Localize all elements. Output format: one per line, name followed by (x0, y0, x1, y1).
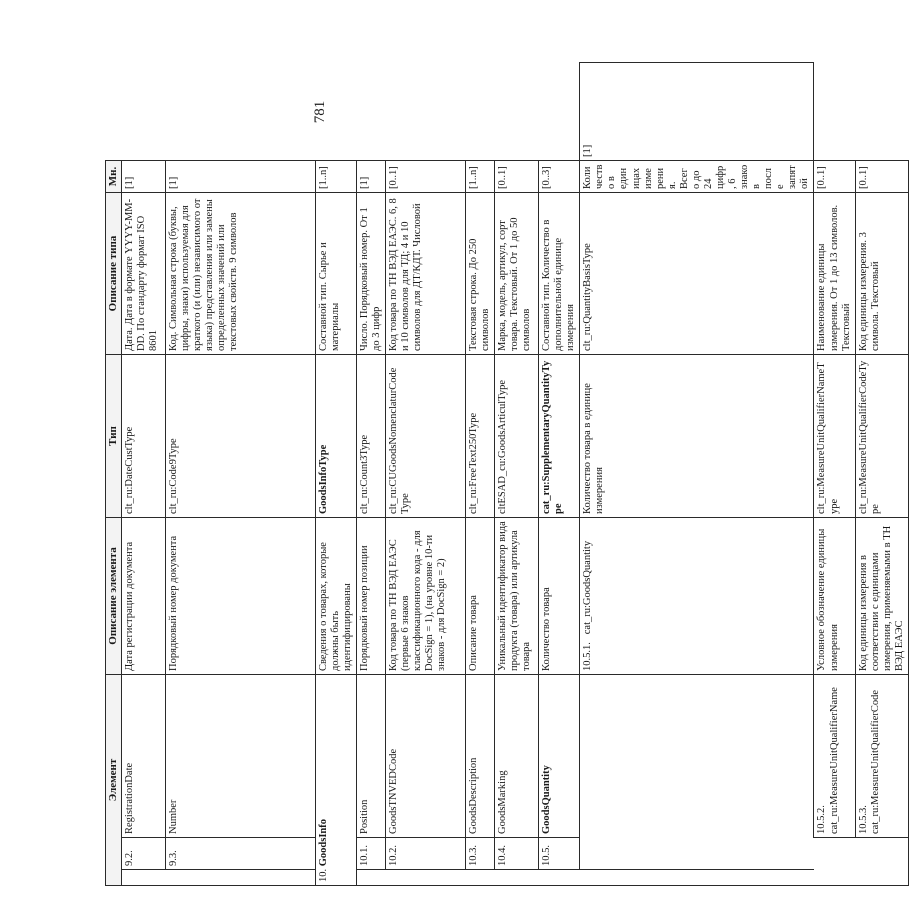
type-description: Код единицы измерения. 3 символа. Текстовый (855, 193, 908, 355)
rotated-table-wrapper (105, 62, 905, 886)
element-type: clt_ru:CUGoodsNomenclaturCode Type (385, 355, 465, 518)
row-number: 9.2. (121, 838, 165, 870)
element-type: cltESAD_cu:GoodsArticulType (495, 355, 539, 518)
element-name: Number (165, 675, 315, 838)
element-description: Сведения о товарах, которые должны быть идентифицированы (315, 518, 356, 675)
element-name: GoodsQuantity (539, 675, 580, 838)
multiplicity: [0..3] (539, 161, 580, 193)
table-row (495, 63, 539, 886)
row-number: 10.3. (465, 838, 494, 870)
multiplicity: [0..1] (495, 161, 539, 193)
table-header-row (106, 63, 122, 886)
element-type: cat_ru:SupplementaryQuantityType (539, 355, 580, 518)
type-description: Составной тип. Сырье и материалы (315, 193, 356, 355)
page-number: 781 (311, 100, 328, 124)
table-row (855, 63, 908, 886)
element-specification-table (105, 62, 909, 886)
table-row (814, 63, 855, 886)
rotated-table-canvas (105, 62, 905, 886)
multiplicity: [1] (165, 161, 315, 193)
element-description: Уникальный идентификатор вида продукта (товара) или артикула товара (495, 518, 539, 675)
element-type: clt_ru:Code9Type (165, 355, 315, 518)
table-row (385, 63, 465, 886)
row-number: 9.3. (165, 838, 315, 870)
indent-cell (121, 870, 315, 886)
indent-cell (814, 838, 855, 886)
element-type: clt_ru:Count3Type (356, 355, 385, 518)
element-name: Position (356, 675, 385, 838)
element-name (580, 518, 814, 675)
element-name: GoodsDescription (465, 675, 494, 838)
table-row (356, 63, 385, 886)
table-row (121, 63, 165, 886)
element-name-text: cat_ru:MeasureUnitQualifierCode (869, 689, 881, 834)
element-description: Дата регистрации документа (121, 518, 165, 675)
row-number: 10.2. (385, 838, 465, 870)
row-number: 10.5. (539, 838, 580, 870)
table-row (465, 63, 494, 886)
element-description: Порядковый номер документа (165, 518, 315, 675)
multiplicity: [1..n] (465, 161, 494, 193)
multiplicity: [0..1] (855, 161, 908, 193)
indent-cell (356, 870, 814, 886)
element-type: clt_ru:MeasureUnitQualifierCodeType (855, 355, 908, 518)
element-name: GoodsTNVEDCode (385, 675, 465, 838)
element-type: clt_ru:QuantityBasisType (580, 193, 814, 355)
element-name: RegistrationDate (121, 675, 165, 838)
type-description: Дата. Дата в формате YYYY-MM-DD. По стандарту формат ISO 8601 (121, 193, 165, 355)
element-description: Порядковый номер позиции (356, 518, 385, 675)
type-description: Код. Символьная строка (буквы, цифры, знаки) используемая для краткого (и (или) независимого от языка) представления или замены определенных значений или текстовых свойств. 9 символов (165, 193, 315, 355)
element-type: clt_ru:MeasureUnitQualifierNameType (814, 355, 855, 518)
table-row (315, 63, 356, 886)
header-element-description: Описание элемента (106, 518, 122, 675)
type-description: Количество в единицах измерения. Всего до 24 цифр, 6 знаков после запятой (580, 161, 814, 193)
element-name-text: cat_ru:MeasureUnitQualifierName (828, 687, 840, 834)
element-description: Код единицы измерения в соответствии с единицами измерения, применяемыми в ТН ВЭД ЕАЭС (855, 518, 908, 675)
element-description: Описание товара (465, 518, 494, 675)
row-number: 10. (317, 868, 329, 882)
element-description: Условное обозначение единицы измерения (814, 518, 855, 675)
element-description: Количество товара в единице измерения (580, 355, 814, 518)
header-multiplicity: Мн. (106, 161, 122, 193)
multiplicity: [1] (121, 161, 165, 193)
indent-cell (580, 675, 814, 870)
element-type: clt_ru:FreeText250Type (465, 355, 494, 518)
element-name (315, 675, 356, 886)
table-row (539, 63, 580, 886)
multiplicity: [0..1] (814, 161, 855, 193)
type-description: Текстовая строка. До 250 символов (465, 193, 494, 355)
table-row (580, 63, 814, 886)
row-number: 10.1. (356, 838, 385, 870)
element-name (855, 675, 908, 838)
element-type: clt_ru:DateCustType (121, 355, 165, 518)
multiplicity: [1] (356, 161, 385, 193)
element-description: Количество товара (539, 518, 580, 675)
header-type-description: Описание типа (106, 193, 122, 355)
multiplicity: [0..1] (385, 161, 465, 193)
header-type: Тип (106, 355, 122, 518)
element-name (814, 675, 855, 838)
multiplicity: [1] (580, 63, 814, 161)
row-number: 10.5.2. (816, 805, 828, 834)
type-description: Число. Порядковый номер. От 1 до 3 цифр (356, 193, 385, 355)
row-number: 10.5.1. (582, 642, 594, 671)
type-description: Наименование единицы измерения. От 1 до 13 символов. Текстовый (814, 193, 855, 355)
multiplicity: [1..n] (315, 161, 356, 193)
table-row (165, 63, 315, 886)
type-description: Составной тип. Количество в дополнительной единице измерения (539, 193, 580, 355)
element-name-text: GoodsInfo (317, 818, 329, 867)
row-number: 10.5.3. (857, 805, 869, 834)
type-description: Код товара по ТН ВЭД ЕАЭС. 6, 8 и 10 символов для ТД; 4 и 10 символов для ДТ/КДТ. Числовой (385, 193, 465, 355)
indent-cell (855, 838, 908, 886)
row-number: 10.4. (495, 838, 539, 870)
element-type: GoodsInfoType (315, 355, 356, 518)
element-name: GoodsMarking (495, 675, 539, 838)
type-description: Марка, модель, артикул, сорт товара. Текстовый. От 1 до 50 символов (495, 193, 539, 355)
element-description: Код товара по ТН ВЭД ЕАЭС (первые 6 знаков классификационного кода - для DocSign = 1), (на уровне 10-ти знаков - для DocSign = 2) (385, 518, 465, 675)
header-element: Элемент (106, 675, 122, 886)
element-name-text: cat_ru:GoodsQuantity (582, 540, 594, 635)
